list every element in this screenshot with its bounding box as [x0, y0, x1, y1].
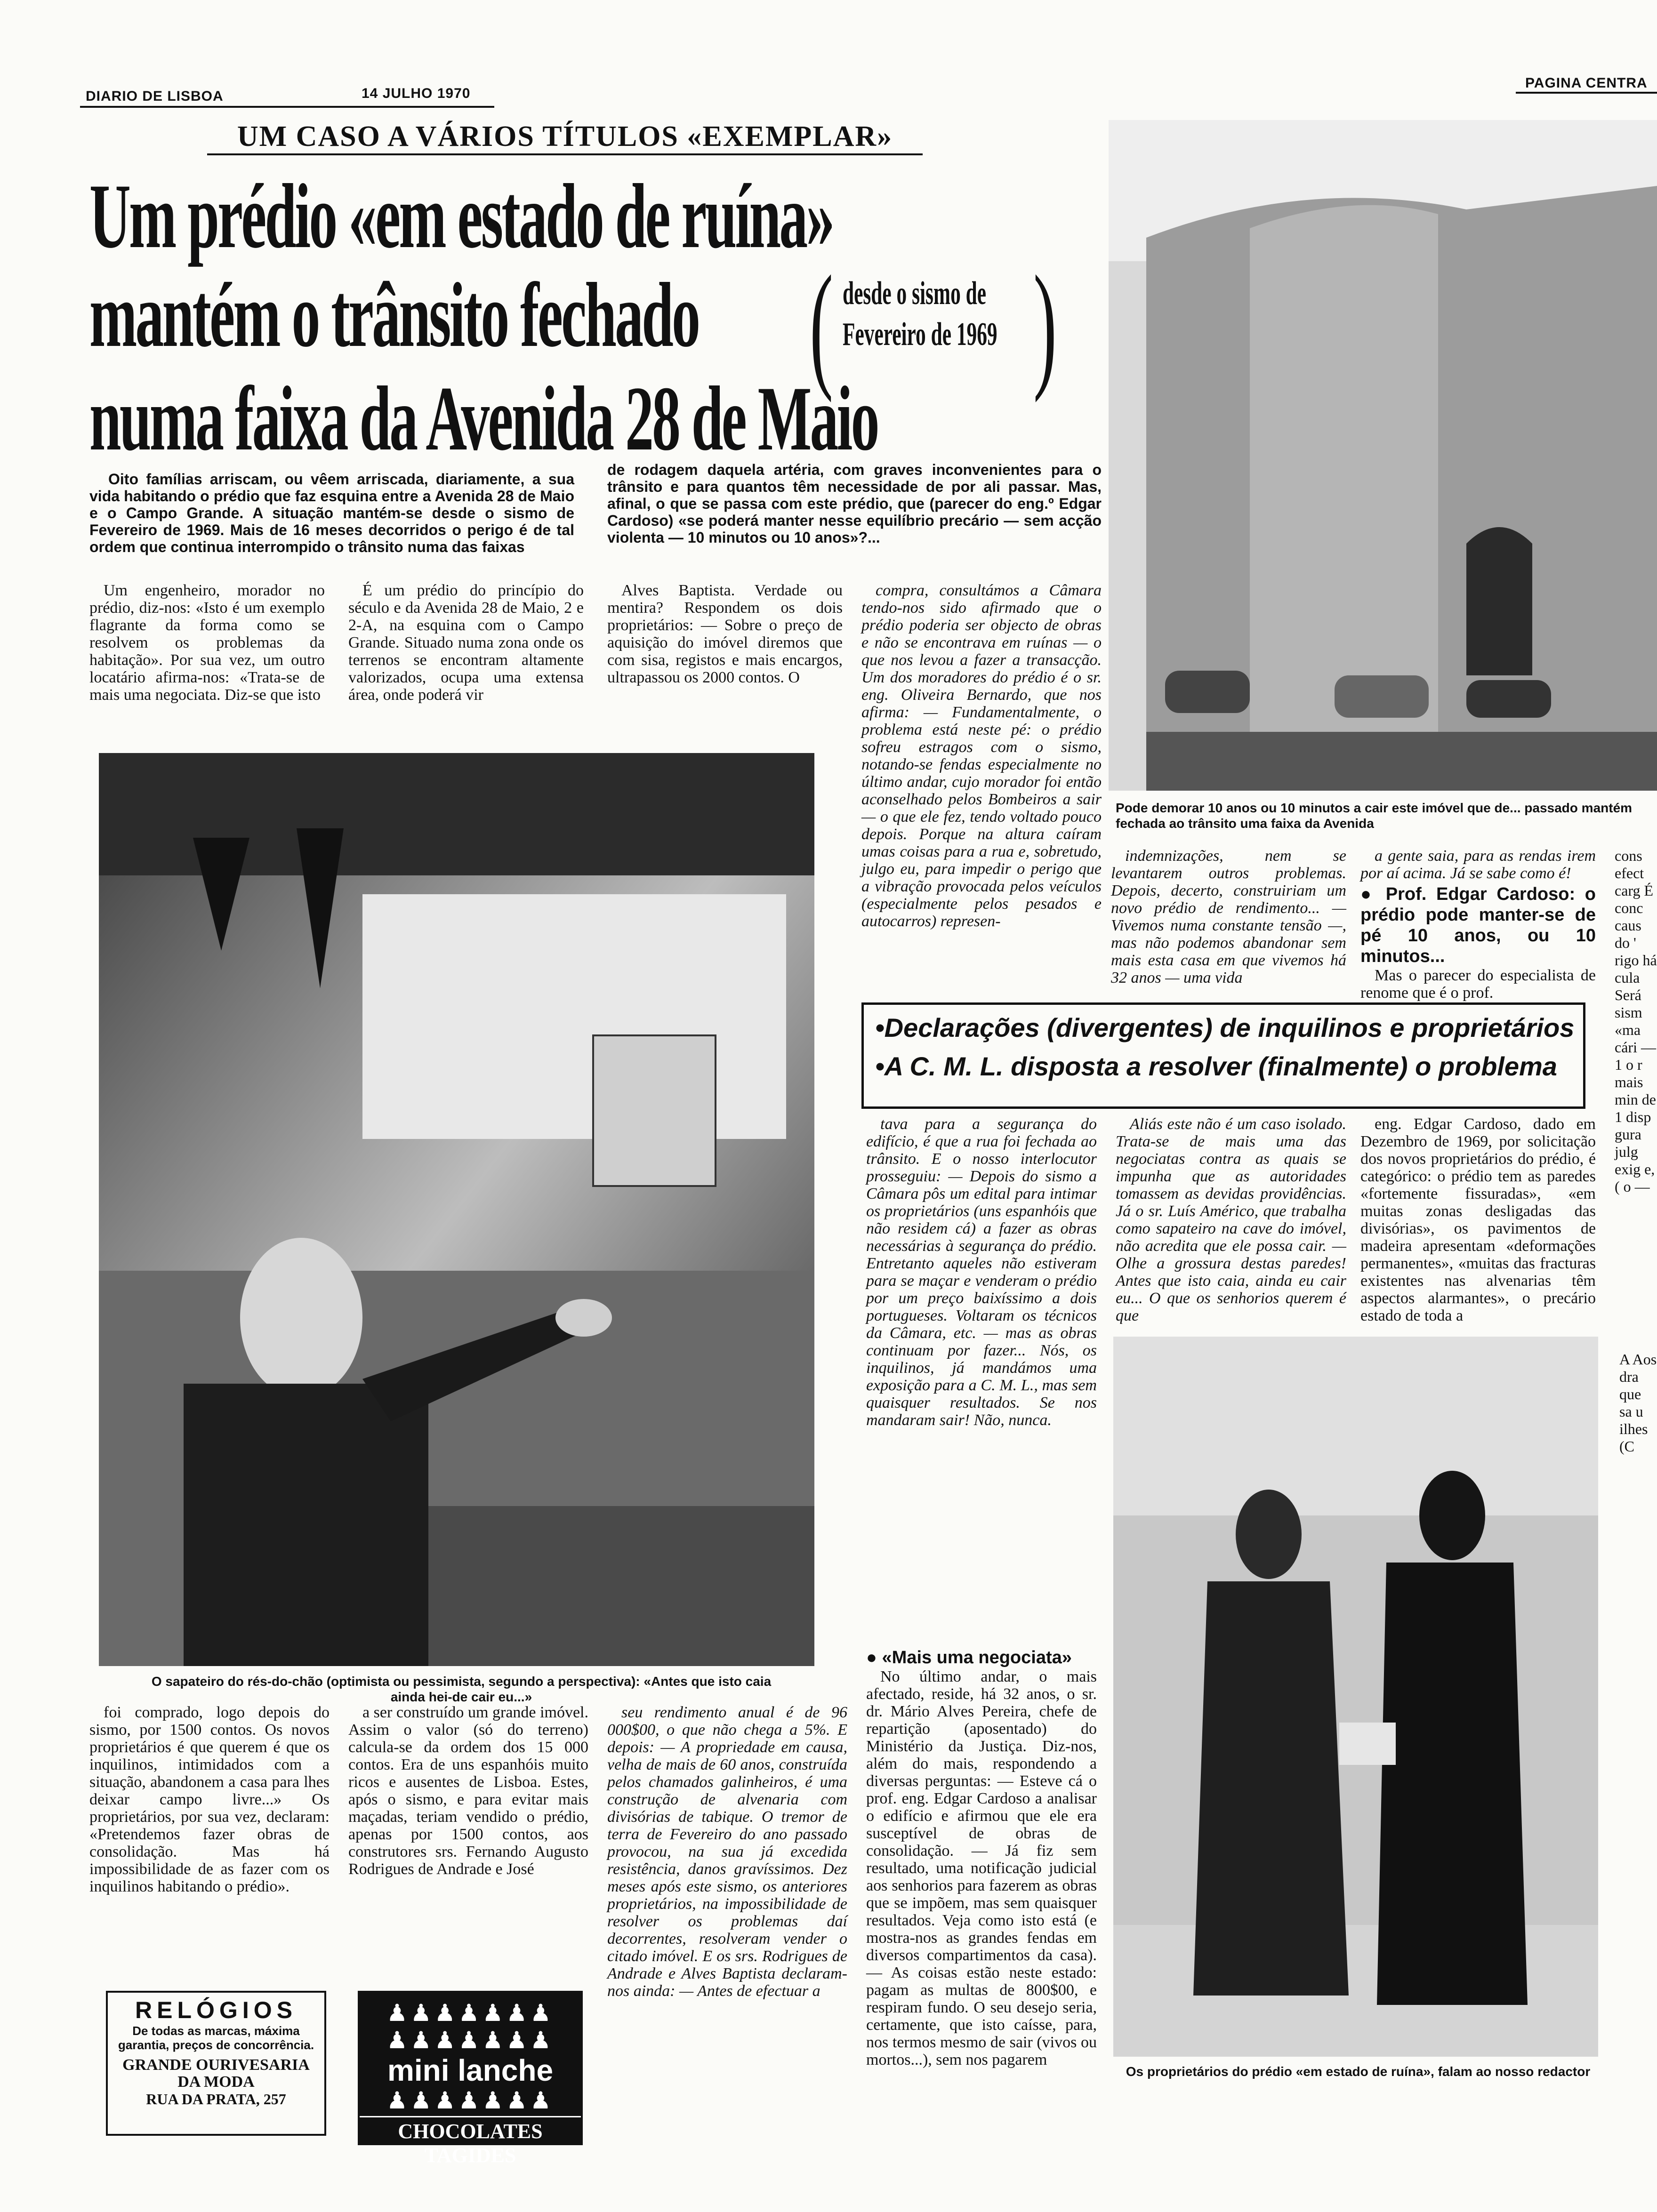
headline-paren-top: desde o sismo de	[843, 275, 987, 312]
paragraph: a ser construído um grande imóvel. Assim o valor (só do terreno) calcula-se da ordem dos 15 000 contos. Era de uns espanhóis muito ricos e ausentes de Lisboa. Estes, após o sismo, e para evitar mais maçadas, teriam vendido o prédio, apenas por 1500 contos, aos construtores srs. Fernando Augusto Rodrigues de Andrade e José	[348, 1704, 588, 1878]
newspaper-name: DIARIO DE LISBOA	[86, 88, 224, 104]
subhead-cardoso: ● Prof. Edgar Cardoso: o prédio pode manter-se de pé 10 anos, ou 10 minutos...	[1360, 884, 1596, 966]
column-3-bot	[607, 1704, 847, 2137]
paragraph: eng. Edgar Cardoso, dado em Dezembro de 1969, por solicitação dos novos proprietários do prédio, é categórico: o prédio tem as paredes «fortemente fissuradas», «em muitas zonas desligadas das divisórias», os pavimentos de madeira apresentam «deformações permanentes», «muitas das fracturas existentes nas alvenarias têm aspectos alarmantes», o precário estado de toda a	[1360, 1115, 1596, 1324]
column-6-bot	[1360, 1115, 1596, 1332]
paragraph: Mas o parecer do especialista de renome que é o prof.	[1360, 967, 1596, 1002]
column-6-mid	[1360, 847, 1596, 1002]
paragraph: Alves Baptista. Verdade ou mentira? Respondem os dois proprietários: — Sobre o preço de aquisição do imóvel diremos que com sisa, registos e mais encargos, ultrapassou os 2000 contos. O	[607, 582, 843, 686]
paragraph: No último andar, o mais afectado, reside, há 32 anos, o sr. dr. Mário Alves Pereira, chefe de repartição (aposentado) do Ministério da Justiça. Diz-nos, além do mais, respondendo a diversas perguntas: — Esteve cá o prof. eng. Edgar Cardoso a analisar o edifício e afirmou que ele era susceptível de obras de consolidação. — Já fiz sem resultado, uma notificação judicial aos senhorios para fazerem as obras que se impõem, mas sem quaisquer resultados. Veja como isto está (e mostra-nos as grandes fendas em diversos compartimentos da casa). — As coisas estão neste estado: pagam as multas de 800$00, e respiram fundo. O seu desejo seria, certamente, que isto caísse, para, nos termos mesmo de sair (vivos ou mortos...), sem nos pagarem	[866, 1668, 1097, 2068]
building-caption: Pode demorar 10 anos ou 10 minutos a cair este imóvel que de... passado mantém fechada ao trânsito uma faixa da Avenida	[1116, 801, 1633, 831]
ad-mini-lanche	[358, 1991, 583, 2167]
headline-line-1: Um prédio «em estado de ruína»	[89, 165, 833, 267]
column-4-bot	[866, 1647, 1097, 2090]
building-photo	[1109, 120, 1657, 791]
subhead-negociata-text: «Mais uma negociata»	[882, 1648, 1072, 1667]
subhead-cardoso-text: Prof. Edgar Cardoso: o prédio pode manter-se de pé 10 anos, ou 10 minutos...	[1360, 884, 1596, 966]
ad-relogios-shop: GRANDE OURIVESARIA DA MODA	[122, 2056, 310, 2091]
column-4-mid	[866, 1115, 1097, 1643]
paragraph: É um prédio do princípio do século e da Avenida 28 de Maio, 2 e 2-A, na esquina com o Campo Grande. Situado numa zona onde os terrenos se encontram altamente valorizados, ocupa uma extensa área, onde poderá vir	[348, 582, 584, 704]
paragraph: foi comprado, logo depois do sismo, por 1500 contos. Os novos proprietários é que querem é que os inquilinos, intimidados com a situação, abandonem a casa para lhes deixar campo livre...» Os proprietários, por sua vez, declaram: «Pretendemos fazer obras de consolidação. Mas há impossibilidade de as fazer com os inquilinos habitando o prédio».	[89, 1704, 330, 1895]
masthead-rule-right	[1516, 92, 1657, 94]
owners-photo	[1113, 1337, 1598, 2057]
lead-left: Oito famílias arriscam, ou vêem arriscada, diariamente, a sua vida habitando o prédio que faz esquina entre a Avenida 28 de Maio e o Campo Grande. A situação mantém-se desde o sismo de Fevereiro de 1969. Mais de 16 meses decorridos o perigo é de tal ordem que continua interrompido o trânsito numa das faixas	[89, 471, 574, 555]
masthead-rule	[80, 106, 494, 108]
ad-mini-lanche-title: mini lanche	[387, 2053, 554, 2087]
lead-right: de rodagem daquela artéria, com graves inconvenientes para o trânsito e para quantos têm necessidade de por ali passar. Mas, afinal, o que se passa com este prédio, que (parecer do eng.º Edgar Cardoso) «se poderá manter nesse equilíbrio precário — sem acção violenta — 10 minutos ou 10 anos»?...	[607, 461, 1102, 546]
column-4-top	[861, 582, 1102, 996]
column-2-top	[348, 582, 584, 737]
paren-open: (	[810, 247, 833, 403]
ad-relogios	[106, 1991, 326, 2136]
ad-mini-lanche-brand: CHOCOLATES TAGIDES	[360, 2116, 581, 2167]
ad-relogios-title: RELÓGIOS	[135, 1997, 297, 2023]
kicker: UM CASO A VÁRIOS TÍTULOS «EXEMPLAR»	[207, 120, 923, 155]
paragraph: Um engenheiro, morador no prédio, diz-nos: «Isto é um exemplo flagrante da forma como se resolvem os problemas da habitação». Por sua vez, um outro locatário afirma-nos: «Trata-se de mais uma negociata. Diz-se que isto	[89, 582, 325, 704]
shoemaker-photo-art	[99, 753, 814, 1666]
headline-line-2: mantém o trânsito fechado	[89, 264, 699, 366]
paren-close: )	[1033, 247, 1057, 403]
shoemaker-caption: O sapateiro do rés-do-chão (optimista ou pessimista, segundo a perspectiva): «Antes que isto caia ainda hei-de cair eu...»	[151, 1674, 772, 1704]
headline-paren-bottom: Fevereiro de 1969	[843, 316, 997, 353]
column-3-top	[607, 582, 843, 737]
column-5-bot	[1116, 1115, 1346, 1332]
ad-figures-row-2: ♟♟♟♟♟♟♟	[386, 2027, 554, 2053]
column-2-bot	[348, 1704, 588, 1967]
paragraph: Aliás este não é um caso isolado. Trata-se de mais uma das negociatas contra as quais se impunha que as autoridades tomassem as devidas providências. Já o sr. Luís Américo, que trabalha como sapateiro na cave do imóvel, não acredita que ele possa cair. — Olhe a grossura destas paredes! Antes que isto caia, ainda eu cair eu... O que os senhorios querem é que	[1116, 1115, 1346, 1324]
shoemaker-photo	[99, 753, 814, 1666]
paragraph: compra, consultámos a Câmara tendo-nos sido afirmado que o prédio poderia ser objecto de obras e não se encontrava em ruínas — o que nos levou a fazer a transacção. Um dos moradores do prédio é o sr. eng. Oliveira Bernardo, que nos afirma: — Fundamentalmente, o problema está neste pé: o prédio sofreu estragos com o sismo, notando-se fendas especialmente no último andar, cujo morador foi então aconselhado pelos Bombeiros a sair — o que ele fez, tendo voltado pouco depois. Porque na altura caíram umas coisas para a rua e, sobretudo, julgo eu, para impedir o perigo que a vibração provocada pelos veículos (especialmente pelos pesados e autocarros) represen-	[861, 582, 1102, 930]
ad-figures-row-3: ♟♟♟♟♟♟♟	[386, 2087, 554, 2114]
column-5-mid	[1111, 847, 1346, 988]
column-1-top	[89, 582, 325, 737]
paragraph: a gente saia, para as rendas irem por aí acima. Já se sabe como é!	[1360, 847, 1596, 882]
boxed-subheads	[861, 1002, 1585, 1109]
paragraph: indemnizações, nem se levantarem outros problemas. Depois, decerto, construiriam um novo prédio de rendimento... — Vivemos numa constante tensão —, mas não podemos abandonar sem mais esta casa em que vivemos há 32 anos — uma vida	[1111, 847, 1346, 986]
page-label: PAGINA CENTRA	[1525, 75, 1648, 91]
subhead-negociata: ● «Mais uma negociata»	[866, 1648, 1072, 1667]
headline-line-3: numa faixa da Avenida 28 de Maio	[89, 368, 878, 470]
boxed-line-1: •Declarações (divergentes) de inquilinos e proprietários	[875, 1013, 1575, 1042]
ad-relogios-body: De todas as marcas, máxima garantia, preços de concorrência.	[118, 2024, 314, 2052]
edge-column-top: cons efect carg É conc caus do ' rigo há cula Será sism «ma cári — 1 o r mais min de 1 disp gura julg exig e, ( o —	[1615, 847, 1657, 1195]
edge-column-bottom: A Aos dra que sa u ilhes (C	[1619, 1351, 1657, 1455]
owners-photo-art	[1113, 1337, 1598, 2057]
building-photo-art	[1109, 120, 1657, 791]
ad-figures-row-1: ♟♟♟♟♟♟♟	[386, 2000, 554, 2026]
ad-relogios-address: RUA DA PRATA, 257	[146, 2091, 286, 2108]
paragraph: tava para a segurança do edifício, é que a rua foi fechada ao trânsito. E o nosso interlocutor prosseguiu: — Depois do sismo a Câmara pôs um edital para intimar os proprietários (uns espanhóis que não residem cá) a fazer as obras necessárias à segurança do prédio. Entretanto aqueles não estiveram para se maçar e venderam o prédio por um preço baixíssimo a dois portugueses. Voltaram os técnicos da Câmara, etc. — mas as obras continuam por fazer... Nós, os inquilinos, já mandámos uma exposição para a C. M. L., mas sem quaisquer resultados. Se nos mandaram sair! Não, nunca.	[866, 1115, 1097, 1429]
boxed-line-2: •A C. M. L. disposta a resolver (finalmente) o problema	[875, 1051, 1557, 1081]
issue-date: 14 JULHO 1970	[362, 86, 471, 101]
paragraph: seu rendimento anual é de 96 000$00, o que não chega a 5%. E depois: — A propriedade em causa, velha de mais de 60 anos, construída pelos chamados galinheiros, é uma construção de alvenaria com divisórias de tabique. O tremor de terra de Fevereiro do ano passado provocou, na sua já excedida resistência, danos gravíssimos. Dez meses após este sismo, os anteriores proprietários, na impossibilidade de resolver os problemas daí decorrentes, resolveram vender o citado imóvel. E os srs. Rodrigues de Andrade e Alves Baptista declaram-nos ainda: — Antes de efectuar a	[607, 1704, 847, 2000]
owners-caption: Os proprietários do prédio «em estado de ruína», falam ao nosso redactor	[1126, 2064, 1591, 2079]
